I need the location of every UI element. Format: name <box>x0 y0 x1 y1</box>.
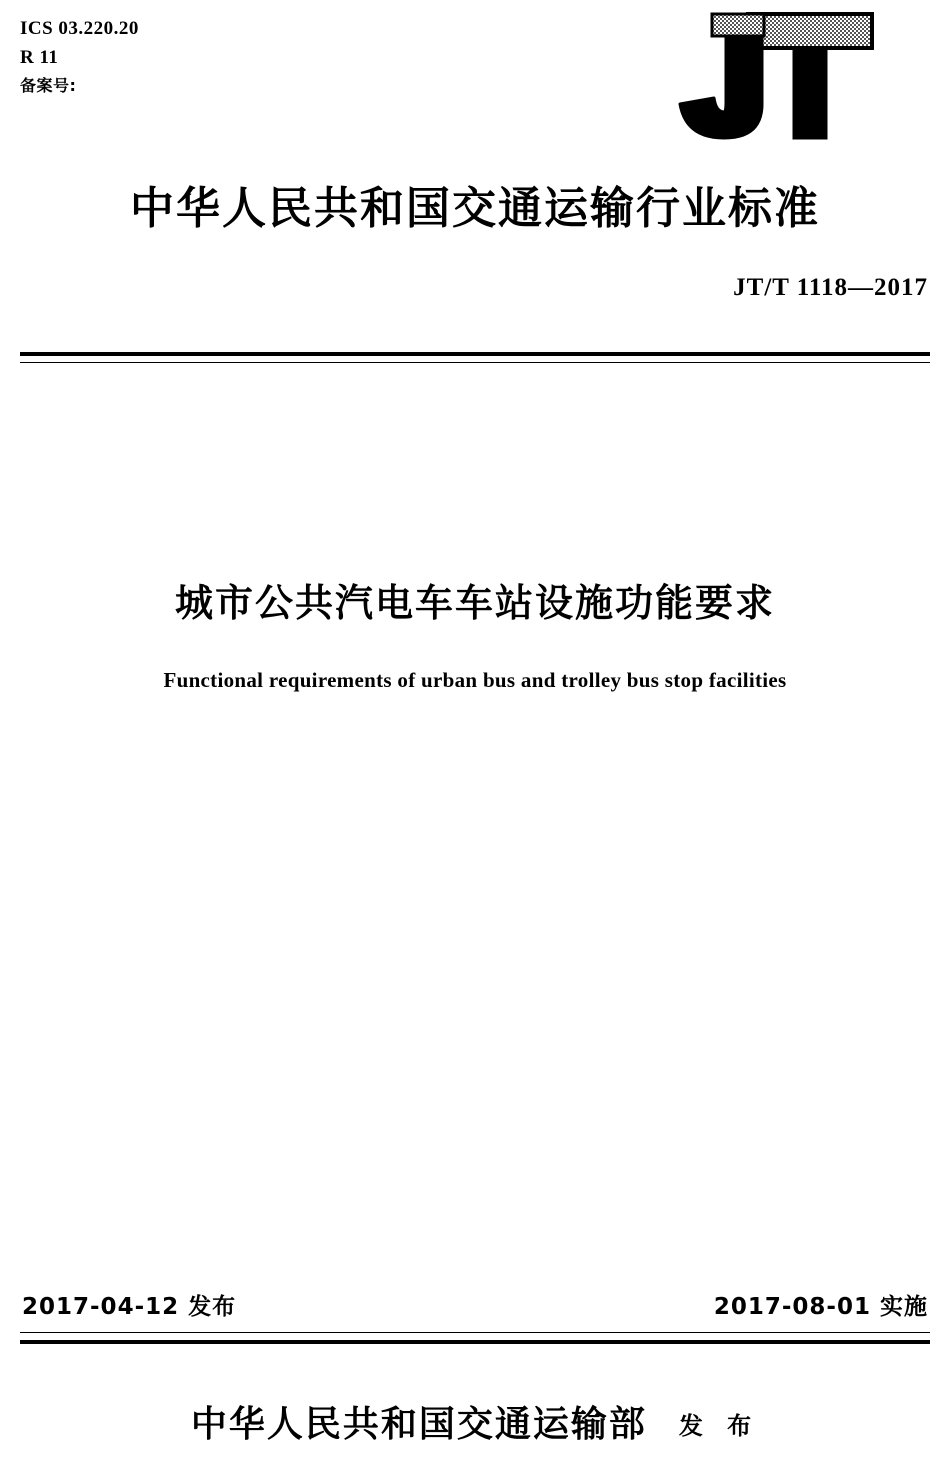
top-rule-thick <box>20 352 930 356</box>
classification-code: R 11 <box>20 47 59 69</box>
record-number-label: 备案号: <box>20 75 77 95</box>
jt-logo-icon <box>666 8 876 143</box>
publisher-row <box>0 1396 950 1447</box>
ics-code: ICS 03.220.20 <box>20 18 139 39</box>
effective-date: 2017-08-01 实施 <box>713 1294 928 1320</box>
bottom-rule-thick <box>20 1340 930 1344</box>
top-rule-thin <box>20 362 930 363</box>
bottom-rule-thin <box>20 1332 930 1333</box>
header-codes-block <box>20 14 139 99</box>
publisher-name: 中华人民共和国交通运输部 <box>190 1404 647 1445</box>
standard-number: JT/T 1118—2017 <box>733 274 928 301</box>
publisher-verb: 发 布 <box>678 1412 760 1440</box>
issue-date: 2017-04-12 发布 <box>22 1294 237 1320</box>
document-title-english: Functional requirements of urban bus and trolley bus stop facilities <box>163 668 787 692</box>
standard-series-title: 中华人民共和国交通运输行业标准 <box>130 183 820 234</box>
document-title-chinese: 城市公共汽电车车站设施功能要求 <box>174 581 775 625</box>
